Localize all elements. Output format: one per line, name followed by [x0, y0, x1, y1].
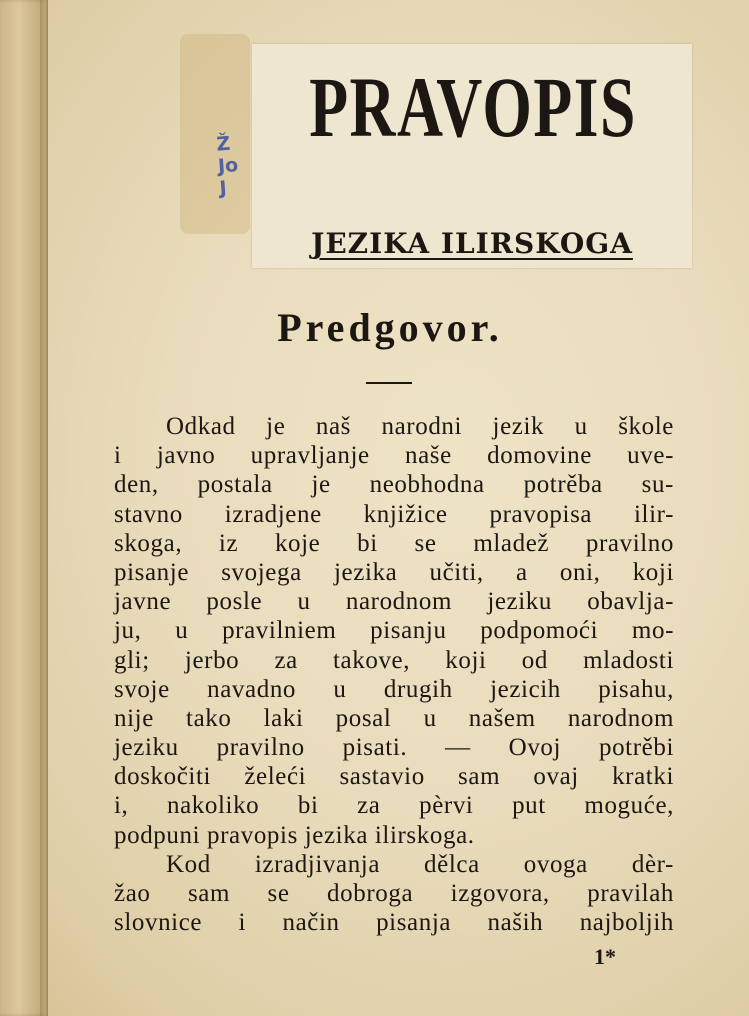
spine-shadow — [40, 0, 46, 1016]
text-line: svoje navadno u drugih jezicih pisahu, — [114, 675, 674, 703]
text-line: Kod izradjivanja dělca ovoga dèr- — [166, 850, 674, 878]
text-line: gli; jerbo za takove, koji od mladosti — [114, 646, 674, 674]
text-line: pisanje svojega jezika učiti, a oni, koji — [114, 558, 674, 586]
text-line: nije tako laki posal u našem narodnom — [114, 704, 674, 732]
text-line: javne posle u narodnom jeziku obavlja- — [114, 588, 674, 616]
text-line: stavno izradjene knjižice pravopisa ilir- — [114, 500, 674, 528]
text-line: podpuni pravopis jezika ilirskoga. — [114, 821, 475, 849]
text-line: slovnice i način pisanja naših najboljih — [114, 909, 674, 937]
stamp-line: Jo — [217, 154, 239, 178]
text-line: den, postala je neobhodna potrěba su- — [114, 471, 674, 499]
library-stamp — [216, 131, 264, 200]
text-line: doskočiti želeći sastavio sam ovaj kratki — [114, 763, 674, 791]
text-line: i javno upravljanje naše domovine uve- — [114, 442, 674, 470]
stamp-line: Ž — [215, 132, 232, 156]
text-line: Odkad je naš narodni jezik u škole — [166, 413, 674, 440]
page-number: 1* — [594, 944, 616, 969]
heading-divider — [366, 382, 412, 384]
text-line: jeziku pravilno pisati. — Ovoj potrěbi — [114, 734, 674, 762]
text-line: skoga, iz koje bi se mladež pravilno — [114, 529, 674, 557]
text-line: žao sam se dobroga izgovora, pravilah — [114, 880, 674, 907]
stamp-line: J — [218, 177, 228, 200]
section-heading: Predgovor. — [277, 305, 503, 350]
text-line: i, nakoliko bi za pèrvi put moguće, — [114, 792, 674, 820]
text-line: ju, u pravilniem pisanju podpomoći mo- — [114, 617, 674, 645]
page-subtitle: JEZIKA ILIRSKOGA — [311, 227, 633, 260]
preface-text — [114, 412, 674, 937]
page-title: PRAVOPIS — [309, 59, 637, 155]
